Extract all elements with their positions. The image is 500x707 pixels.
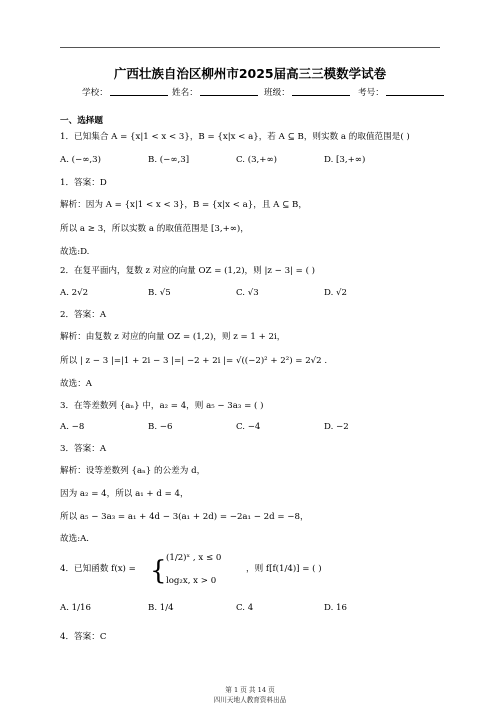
q3-option-d: D. −2 xyxy=(324,422,349,432)
q1-option-d: D. [3,+∞) xyxy=(324,155,366,165)
q2-solution-line1: 解析：由复数 z 对应的向量 OZ = (1,2)，则 z = 1 + 2i， xyxy=(60,332,286,342)
student-info-row xyxy=(60,86,440,100)
q4-stem-suffix: ，则 f[f(1/4)] = ( ) xyxy=(246,564,322,574)
q1-solution-line1: 解析：因为 A = {x|1 < x < 3}，B = {x|x < a}，且 A ⊆ B， xyxy=(60,200,307,210)
q1-solution-line2: 所以 a ≥ 3，所以实数 a 的取值范围是 [3,+∞)， xyxy=(60,224,249,234)
piecewise-brace: { xyxy=(150,556,167,586)
q4-case1: (1/2)ˣ , x ≤ 0 xyxy=(166,553,222,563)
q4-option-d: D. 16 xyxy=(324,603,347,613)
name-blank[interactable] xyxy=(200,86,258,96)
q1-answer: 1．答案：D xyxy=(60,178,107,188)
q2-solution-line3: 故选：A xyxy=(60,379,92,389)
q2-solution-line2: 所以 | z − 3 |=|1 + 2i − 3 |=| −2 + 2i |= √((−2)² + 2²) = 2√2 . xyxy=(60,356,328,366)
q2-option-d: D. √2 xyxy=(324,288,347,298)
publisher-note: 四川天地人教育资料出品 xyxy=(213,696,287,704)
q2-option-a: A. 2√2 xyxy=(60,288,89,298)
header-rule xyxy=(60,47,440,48)
q3-solution-line3: 所以 a₅ − 3a₃ = a₁ + 4d − 3(a₁ + 2d) = −2a₁ − 2d = −8， xyxy=(60,512,309,522)
q1-solution-line3: 故选:D. xyxy=(60,247,90,257)
q4-stem-prefix: 4．已知函数 f(x) = xyxy=(60,564,136,574)
q4-case2: log₂x, x > 0 xyxy=(166,576,217,586)
name-field[interactable]: 姓名： xyxy=(172,86,258,98)
q3-solution-line1: 解析：设等差数列 {aₙ} 的公差为 d， xyxy=(60,466,206,476)
page-number: 第 1 页 共 14 页 xyxy=(225,686,275,694)
q2-option-b: B. √5 xyxy=(148,288,171,298)
q1-option-b: B. (−∞,3] xyxy=(148,155,190,165)
q3-solution-line4: 故选:A. xyxy=(60,534,90,544)
q1-option-a: A. (−∞,3) xyxy=(60,155,101,165)
exam-number-field[interactable]: 考号： xyxy=(358,86,444,98)
class-blank[interactable] xyxy=(292,86,350,96)
q4-answer: 4．答案：C xyxy=(60,632,107,642)
class-field[interactable]: 班级： xyxy=(264,86,350,98)
school-blank[interactable] xyxy=(110,86,168,96)
school-field[interactable]: 学校： xyxy=(82,86,168,98)
q2-answer: 2．答案：A xyxy=(60,310,107,320)
exam-number-blank[interactable] xyxy=(386,86,444,96)
section-heading: 一、选择题 xyxy=(60,116,103,126)
q3-option-a: A. −8 xyxy=(60,422,85,432)
q4-option-b: B. 1/4 xyxy=(148,603,174,613)
q3-solution-line2: 因为 a₂ = 4，所以 a₁ + d = 4， xyxy=(60,489,189,499)
q1-option-c: C. (3,+∞) xyxy=(236,155,277,165)
q4-option-a: A. 1/16 xyxy=(60,603,91,613)
q3-option-c: C. −4 xyxy=(236,422,261,432)
page-title: 广西壮族自治区柳州市2025届高三三模数学试卷 xyxy=(113,66,387,81)
q3-stem: 3．在等差数列 {aₙ} 中，a₂ = 4，则 a₅ − 3a₃ = ( ) xyxy=(60,401,264,411)
q1-stem: 1．已知集合 A = {x|1 < x < 3}，B = {x|x < a}，若 A ⊆ B，则实数 a 的取值范围是( ) xyxy=(60,132,410,142)
q3-answer: 3．答案：A xyxy=(60,444,107,454)
q2-option-c: C. √3 xyxy=(236,288,259,298)
q4-option-c: C. 4 xyxy=(236,603,254,613)
q2-stem: 2．在复平面内，复数 z 对应的向量 OZ = (1,2)，则 |z − 3| = ( ) xyxy=(60,266,316,276)
q3-option-b: B. −6 xyxy=(148,422,173,432)
